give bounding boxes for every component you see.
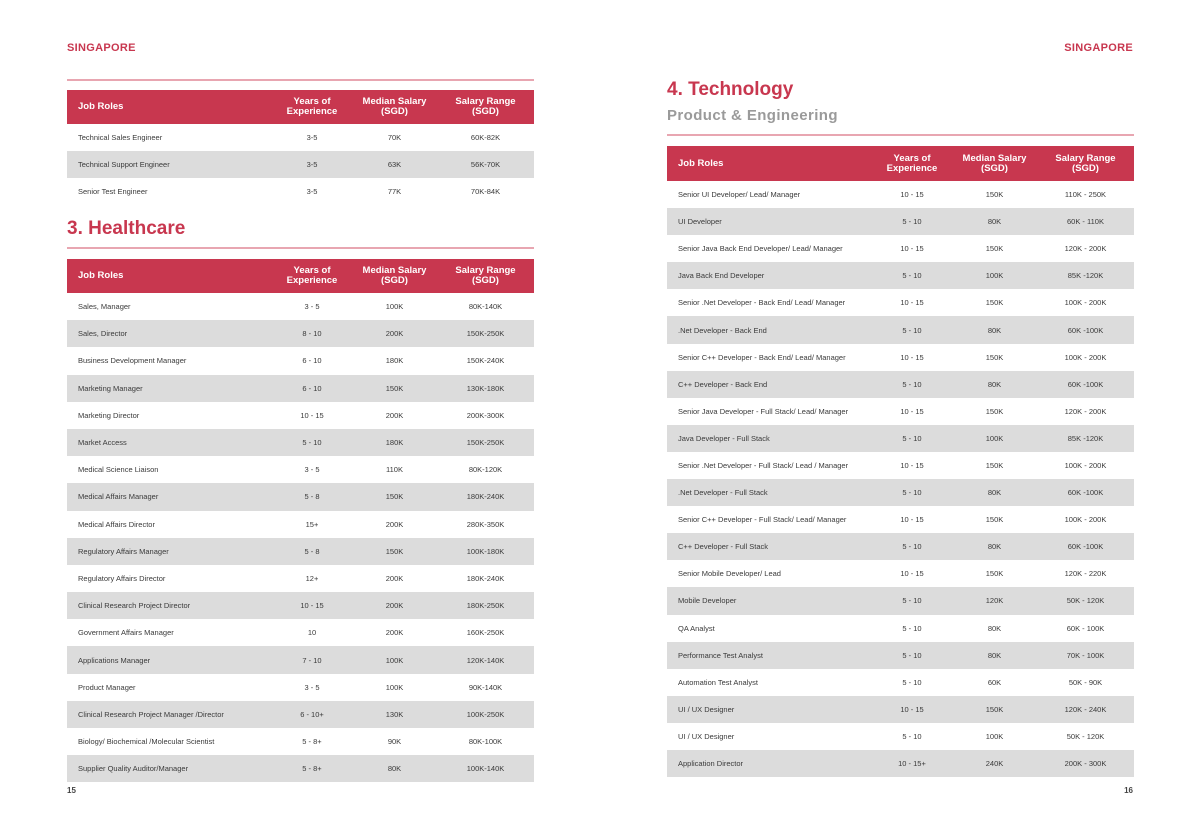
cell-years-experience: 5 - 10: [872, 425, 952, 452]
cell-median-salary: 200K: [352, 320, 437, 347]
header-job-roles: Job Roles: [667, 146, 872, 181]
table-row: [667, 587, 1134, 614]
page-number: 16: [1124, 786, 1133, 795]
cell-job-role: Clinical Research Project Director: [67, 592, 272, 619]
cell-salary-range: 50K - 90K: [1068, 677, 1103, 687]
cell-median-salary: 80K: [987, 623, 1002, 633]
table-row: [667, 289, 1134, 316]
cell-years-experience: 10 - 15: [900, 190, 924, 200]
cell-median-salary: 200K: [385, 628, 404, 638]
cell-years-experience: 3 - 5: [304, 465, 320, 475]
cell-salary-range: 70K - 100K: [1037, 642, 1134, 669]
table-row: [667, 533, 1134, 560]
cell-salary-range: 100K - 200K: [1064, 298, 1107, 308]
cell-salary-range: 80K-140K: [468, 302, 503, 312]
header-median-salary: Median Salary (SGD): [952, 146, 1037, 181]
cell-median-salary: 150K: [985, 352, 1004, 362]
cell-salary-range: 60K-82K: [470, 133, 501, 142]
cell-salary-range: 130K-180K: [437, 375, 534, 402]
table-row: [667, 506, 1134, 533]
cell-median-salary: 100K: [985, 731, 1004, 741]
table-header-row: [667, 146, 1134, 181]
table-row: [67, 565, 534, 592]
cell-salary-range: 85K -120K: [1037, 425, 1134, 452]
cell-years-experience: 3-5: [306, 133, 318, 142]
cell-years-experience: 5 - 8+: [272, 755, 352, 782]
page-16: [600, 0, 1200, 819]
cell-median-salary: 80K: [352, 755, 437, 782]
cell-years-experience: 5 - 10: [872, 587, 952, 614]
table-row: [667, 750, 1134, 777]
cell-job-role: Senior Java Developer - Full Stack/ Lead/ Manager: [678, 406, 849, 416]
cell-job-role: Senior Mobile Developer/ Lead: [678, 569, 781, 579]
cell-salary-range: 50K - 120K: [1066, 731, 1105, 741]
cell-salary-range: 100K - 200K: [1064, 515, 1107, 525]
cell-median-salary: 180K: [352, 429, 437, 456]
country-label: SINGAPORE: [1064, 42, 1133, 54]
cell-median-salary: 200K: [385, 573, 404, 583]
cell-median-salary: 200K: [385, 519, 404, 529]
header-salary-range: Salary Range (SGD): [1037, 146, 1134, 181]
cell-years-experience: 5 - 10: [872, 262, 952, 289]
table-row: [67, 347, 534, 374]
cell-median-salary: 80K: [952, 208, 1037, 235]
cell-salary-range: 160K-250K: [466, 628, 505, 638]
cell-salary-range: 100K-140K: [437, 755, 534, 782]
cell-median-salary: 110K: [386, 465, 403, 475]
cell-median-salary: 180K: [385, 356, 404, 366]
cell-job-role: UI / UX Designer: [667, 696, 872, 723]
cell-years-experience: 10 - 15: [900, 406, 924, 416]
cell-years-experience: 12+: [305, 573, 319, 583]
table-row: [667, 262, 1134, 289]
cell-median-salary: 200K: [352, 592, 437, 619]
cell-job-role: C++ Developer - Full Stack: [667, 533, 872, 560]
table-row: [67, 755, 534, 782]
cell-job-role: Supplier Quality Auditor/Manager: [67, 755, 272, 782]
cell-job-role: Java Developer - Full Stack: [667, 425, 872, 452]
cell-years-experience: 5 - 10: [872, 208, 952, 235]
cell-salary-range: 110K - 250K: [1064, 190, 1107, 200]
cell-job-role: Regulatory Affairs Director: [78, 573, 166, 583]
header-salary-range: Salary Range (SGD): [437, 259, 534, 293]
cell-salary-range: 60K -100K: [1037, 479, 1134, 506]
table-row: [67, 456, 534, 483]
header-median-salary: Median Salary (SGD): [352, 259, 437, 293]
cell-years-experience: 5 - 10: [872, 316, 952, 343]
cell-years-experience: 10 - 15: [900, 244, 924, 254]
table-row: [667, 669, 1134, 696]
cell-median-salary: 120K: [952, 587, 1037, 614]
table-row: [67, 124, 534, 151]
header-years-experience: Years of Experience: [872, 146, 952, 181]
cell-median-salary: 150K: [952, 696, 1037, 723]
cell-job-role: Government Affairs Manager: [78, 628, 174, 638]
header-job-roles: Job Roles: [67, 90, 272, 124]
table-row: [67, 674, 534, 701]
header-years-experience: Years of Experience: [272, 90, 352, 124]
cell-salary-range: 120K - 240K: [1037, 696, 1134, 723]
country-label: SINGAPORE: [67, 42, 136, 54]
cell-years-experience: 5 - 8: [272, 483, 352, 510]
table-row: [667, 560, 1134, 587]
cell-median-salary: 70K: [387, 133, 402, 142]
cell-job-role: Business Development Manager: [78, 356, 187, 366]
table-row: [67, 728, 534, 755]
cell-job-role: Sales, Director: [67, 320, 272, 347]
table-row: [667, 615, 1134, 642]
table-row: [67, 538, 534, 565]
cell-salary-range: 180K-250K: [437, 592, 534, 619]
cell-salary-range: 100K - 200K: [1064, 460, 1107, 470]
cell-salary-range: 120K - 200K: [1064, 406, 1107, 416]
cell-salary-range: 150K-250K: [437, 320, 534, 347]
cell-median-salary: 100K: [952, 425, 1037, 452]
cell-job-role: QA Analyst: [678, 623, 715, 633]
cell-median-salary: 60K: [987, 677, 1002, 687]
cell-job-role: Senior C++ Developer - Full Stack/ Lead/ Manager: [678, 515, 847, 525]
cell-job-role: Marketing Director: [78, 410, 140, 420]
cell-median-salary: 77K: [387, 187, 402, 196]
section-title-technology: 4. Technology: [667, 79, 794, 100]
cell-median-salary: 100K: [952, 262, 1037, 289]
table-row: [667, 235, 1134, 262]
cell-salary-range: 70K-84K: [470, 187, 501, 196]
cell-job-role: Medical Science Liaison: [78, 465, 159, 475]
cell-salary-range: 150K-240K: [466, 356, 505, 366]
cell-years-experience: 15+: [305, 519, 319, 529]
table-row: [67, 619, 534, 646]
cell-median-salary: 150K: [985, 298, 1004, 308]
cell-years-experience: 10 - 15: [300, 410, 324, 420]
table-row: [667, 696, 1134, 723]
divider-rule: [67, 247, 534, 249]
cell-job-role: .Net Developer - Full Stack: [667, 479, 872, 506]
healthcare-salary-table: [67, 259, 534, 782]
cell-salary-range: 120K - 200K: [1064, 244, 1107, 254]
cell-job-role: Senior Test Engineer: [78, 187, 148, 196]
cell-years-experience: 5 - 10: [902, 677, 922, 687]
cell-salary-range: 100K-180K: [437, 538, 534, 565]
cell-job-role: Technical Support Engineer: [67, 151, 272, 178]
table-row: [667, 425, 1134, 452]
table-row: [667, 208, 1134, 235]
cell-salary-range: 280K-350K: [466, 519, 505, 529]
cell-median-salary: 100K: [352, 646, 437, 673]
cell-years-experience: 6 - 10+: [272, 701, 352, 728]
cell-years-experience: 10 - 15: [872, 696, 952, 723]
cell-salary-range: 100K - 200K: [1064, 352, 1107, 362]
divider-rule: [67, 79, 534, 81]
cell-median-salary: 100K: [385, 302, 404, 312]
cell-years-experience: 7 - 10: [272, 646, 352, 673]
table-row: [667, 181, 1134, 208]
header-job-roles: Job Roles: [67, 259, 272, 293]
cell-median-salary: 150K: [985, 190, 1004, 200]
cell-years-experience: 10 - 15: [272, 592, 352, 619]
cell-salary-range: 60K - 110K: [1037, 208, 1134, 235]
technology-salary-table: [667, 146, 1134, 777]
cell-years-experience: 8 - 10: [272, 320, 352, 347]
cell-years-experience: 5 - 10: [902, 623, 922, 633]
table-row: [67, 402, 534, 429]
cell-job-role: Regulatory Affairs Manager: [67, 538, 272, 565]
cell-median-salary: 150K: [985, 244, 1004, 254]
cell-median-salary: 150K: [985, 569, 1004, 579]
cell-median-salary: 80K: [952, 533, 1037, 560]
table-row: [667, 344, 1134, 371]
engineering-salary-table: [67, 90, 534, 205]
cell-job-role: Automation Test Analyst: [678, 677, 758, 687]
cell-job-role: Market Access: [67, 429, 272, 456]
cell-median-salary: 63K: [352, 151, 437, 178]
cell-job-role: Marketing Manager: [67, 375, 272, 402]
cell-job-role: Product Manager: [78, 682, 136, 692]
cell-years-experience: 10 - 15: [900, 352, 924, 362]
table-row: [67, 151, 534, 178]
cell-salary-range: 60K - 100K: [1066, 623, 1105, 633]
table-row: [667, 398, 1134, 425]
cell-median-salary: 150K: [352, 538, 437, 565]
cell-job-role: Clinical Research Project Manager /Director: [67, 701, 272, 728]
cell-job-role: Performance Test Analyst: [667, 642, 872, 669]
table-row: [67, 429, 534, 456]
cell-salary-range: 60K -100K: [1037, 371, 1134, 398]
table-row: [667, 452, 1134, 479]
cell-job-role: Applications Manager: [67, 646, 272, 673]
cell-years-experience: 10 - 15: [900, 569, 924, 579]
cell-salary-range: 80K-120K: [468, 465, 503, 475]
cell-salary-range: 60K -100K: [1037, 316, 1134, 343]
cell-job-role: Sales, Manager: [78, 302, 131, 312]
cell-years-experience: 6 - 10: [302, 356, 322, 366]
table-row: [667, 642, 1134, 669]
cell-years-experience: 5 - 10: [272, 429, 352, 456]
cell-salary-range: 90K-140K: [468, 682, 503, 692]
cell-salary-range: 100K-250K: [437, 701, 534, 728]
cell-median-salary: 150K: [352, 483, 437, 510]
cell-median-salary: 90K: [387, 737, 402, 747]
table-row: [67, 483, 534, 510]
cell-years-experience: 3-5: [306, 187, 318, 196]
cell-job-role: Mobile Developer: [667, 587, 872, 614]
cell-job-role: Senior Java Back End Developer/ Lead/ Manager: [678, 244, 843, 254]
cell-median-salary: 150K: [352, 375, 437, 402]
header-median-salary: Median Salary (SGD): [352, 90, 437, 124]
table-row: [67, 178, 534, 205]
cell-median-salary: 80K: [952, 642, 1037, 669]
header-years-experience: Years of Experience: [272, 259, 352, 293]
cell-years-experience: 5 - 10: [872, 479, 952, 506]
cell-median-salary: 200K: [385, 410, 404, 420]
cell-years-experience: 5 - 10: [872, 642, 952, 669]
table-row: [667, 723, 1134, 750]
cell-median-salary: 100K: [385, 682, 404, 692]
cell-job-role: Java Back End Developer: [667, 262, 872, 289]
cell-years-experience: 5 - 10: [902, 731, 922, 741]
table-row: [67, 511, 534, 538]
table-row: [67, 701, 534, 728]
table-row: [67, 293, 534, 320]
table-row: [67, 592, 534, 619]
cell-salary-range: 180K-240K: [466, 573, 505, 583]
table-header-row: [67, 90, 534, 124]
cell-median-salary: 80K: [952, 316, 1037, 343]
cell-median-salary: 150K: [985, 515, 1004, 525]
cell-median-salary: 150K: [985, 460, 1004, 470]
cell-salary-range: 200K-300K: [466, 410, 505, 420]
cell-median-salary: 130K: [352, 701, 437, 728]
cell-years-experience: 10 - 15: [900, 298, 924, 308]
cell-job-role: Senior C++ Developer - Back End/ Lead/ Manager: [678, 352, 846, 362]
cell-salary-range: 60K -100K: [1037, 533, 1134, 560]
table-header-row: [67, 259, 534, 293]
cell-median-salary: 80K: [952, 371, 1037, 398]
cell-years-experience: 3 - 5: [304, 302, 320, 312]
cell-median-salary: 150K: [985, 406, 1004, 416]
cell-median-salary: 80K: [952, 479, 1037, 506]
section-title-healthcare: 3. Healthcare: [67, 218, 186, 239]
cell-years-experience: 5 - 10: [872, 533, 952, 560]
cell-years-experience: 6 - 10: [272, 375, 352, 402]
cell-salary-range: 120K - 220K: [1064, 569, 1107, 579]
cell-job-role: Senior UI Developer/ Lead/ Manager: [678, 190, 801, 200]
cell-salary-range: 56K-70K: [437, 151, 534, 178]
section-subtitle: Product & Engineering: [667, 107, 838, 124]
cell-job-role: C++ Developer - Back End: [667, 371, 872, 398]
cell-years-experience: 10 - 15: [900, 515, 924, 525]
cell-median-salary: 240K: [952, 750, 1037, 777]
table-row: [667, 316, 1134, 343]
cell-job-role: UI / UX Designer: [678, 731, 735, 741]
cell-job-role: Senior .Net Developer - Full Stack/ Lead / Manager: [678, 460, 849, 470]
cell-job-role: Application Director: [667, 750, 872, 777]
header-salary-range: Salary Range (SGD): [437, 90, 534, 124]
cell-salary-range: 200K - 300K: [1037, 750, 1134, 777]
cell-job-role: Biology/ Biochemical /Molecular Scientist: [78, 737, 215, 747]
cell-years-experience: 3 - 5: [304, 682, 320, 692]
cell-salary-range: 50K - 120K: [1037, 587, 1134, 614]
cell-salary-range: 180K-240K: [437, 483, 534, 510]
cell-job-role: UI Developer: [667, 208, 872, 235]
cell-years-experience: 5 - 8: [272, 538, 352, 565]
cell-years-experience: 5 - 10: [872, 371, 952, 398]
table-row: [67, 646, 534, 673]
cell-salary-range: 120K-140K: [437, 646, 534, 673]
divider-rule: [667, 134, 1134, 136]
table-row: [67, 375, 534, 402]
table-row: [667, 479, 1134, 506]
cell-years-experience: 10 - 15: [900, 460, 924, 470]
cell-salary-range: 85K -120K: [1037, 262, 1134, 289]
cell-salary-range: 80K-100K: [468, 737, 503, 747]
cell-job-role: Senior .Net Developer - Back End/ Lead/ Manager: [678, 298, 846, 308]
cell-years-experience: 10: [307, 628, 317, 638]
table-row: [667, 371, 1134, 398]
cell-job-role: Medical Affairs Manager: [67, 483, 272, 510]
cell-job-role: .Net Developer - Back End: [667, 316, 872, 343]
cell-years-experience: 3-5: [272, 151, 352, 178]
cell-years-experience: 5 - 8+: [302, 737, 322, 747]
page-number: 15: [67, 786, 76, 795]
cell-salary-range: 150K-250K: [437, 429, 534, 456]
cell-job-role: Medical Affairs Director: [78, 519, 155, 529]
cell-years-experience: 10 - 15+: [872, 750, 952, 777]
cell-job-role: Technical Sales Engineer: [78, 133, 163, 142]
table-row: [67, 320, 534, 347]
